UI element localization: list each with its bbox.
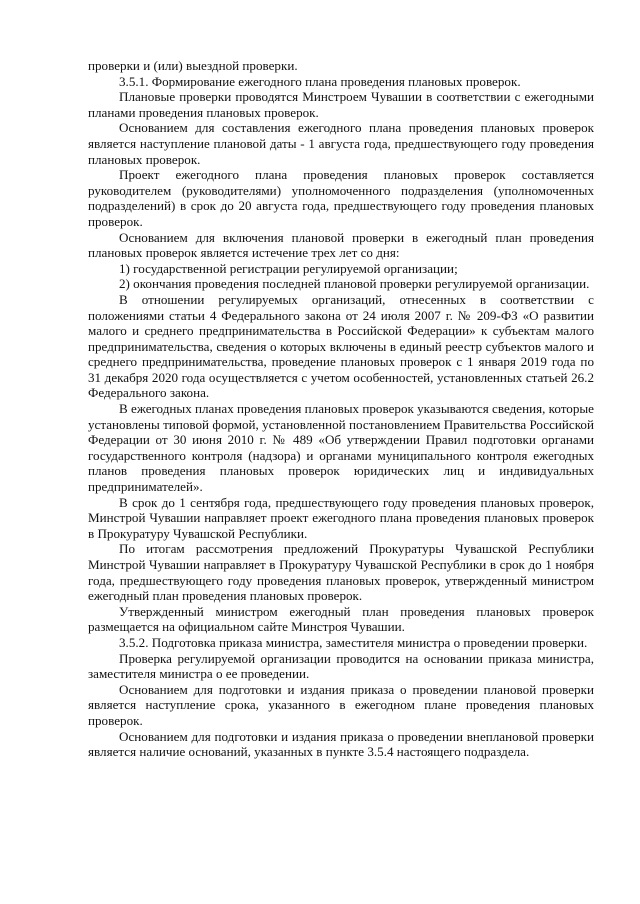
paragraph: Проект ежегодного плана проведения плановых проверок составляется руководителем (руководителями) уполномоченного подразделения (уполномоченных подразделений) в срок до 20 августа года, предшествующего году проведения плановых проверок. [88,167,594,229]
section-heading-3-5-2: 3.5.2. Подготовка приказа министра, заместителя министра о проведении проверки. [119,634,588,650]
paragraph: Основанием для подготовки и издания приказа о проведении внеплановой проверки является наличие оснований, указанных в пункте 3.5.4 настоящего подраздела. [88,728,594,760]
paragraph: Проверка регулируемой организации проводится на основании приказа министра, заместителя министра о ее проведении. [88,650,594,682]
list-item: 2) окончания проведения последней плановой проверки регулируемой организации. [119,276,590,292]
paragraph: В отношении регулируемых организаций, отнесенных в соответствии с положениями статьи 4 Федерального закона от 24 июля 2007 г. № 209-ФЗ «О развитии малого и среднего предпринимательства в Российской Федерации» к субъектам малого предпринимательства, сведения о которых включены в единый реестр субъектов малого и среднего предпринимательства, проведение плановых проверок с 1 января 2019 года по 31 декабря 2020 года осуществляется с учетом особенностей, установленных статьей 26.2 Федерального закона. [88,291,594,401]
list-item: 1) государственной регистрации регулируемой организации; [119,260,458,276]
paragraph: Основанием для подготовки и издания приказа о проведении плановой проверки является наступление срока, указанного в ежегодном плане проведения плановых проверок. [88,681,594,728]
paragraph-continuation: проверки и (или) выездной проверки. [88,58,298,73]
paragraph: В срок до 1 сентября года, предшествующего году проведения плановых проверок, Минстрой Чувашии направляет проект ежегодного плана проведения плановых проверок в Прокуратуру Чувашской Республики. [88,494,594,541]
paragraph: Основанием для включения плановой проверки в ежегодный план проведения плановых проверок является истечение трех лет со дня: [88,229,594,261]
paragraph: По итогам рассмотрения предложений Прокуратуры Чувашской Республики Минстрой Чувашии направляет в Прокуратуру Чувашской Республики в срок до 1 ноября года, предшествующего году проведения плановых проверок, утвержденный министром ежегодный план проведения плановых проверок. [88,541,594,604]
section-heading-3-5-1: 3.5.1. Формирование ежегодного плана проведения плановых проверок. [119,73,521,89]
document-page [88,58,594,760]
paragraph: Плановые проверки проводятся Минстроем Чувашии в соответствии с ежегодными планами проведения плановых проверок. [88,89,594,120]
paragraph: В ежегодных планах проведения плановых проверок указываются сведения, которые установлены типовой формой, установленной постановлением Правительства Российской Федерации от 30 июня 2010 г. № 489 «Об утверждении Правил подготовки органами государственного контроля (надзора) и органами муниципального контроля ежегодных планов проведения плановых проверок юридических лиц и индивидуальных предпринимателей». [88,401,594,495]
paragraph: Основанием для составления ежегодного плана проведения плановых проверок является наступление плановой даты - 1 августа года, предшествующего году проведения плановых проверок. [88,120,594,167]
paragraph: Утвержденный министром ежегодный план проведения плановых проверок размещается на официальном сайте Минстроя Чувашии. [88,603,594,635]
